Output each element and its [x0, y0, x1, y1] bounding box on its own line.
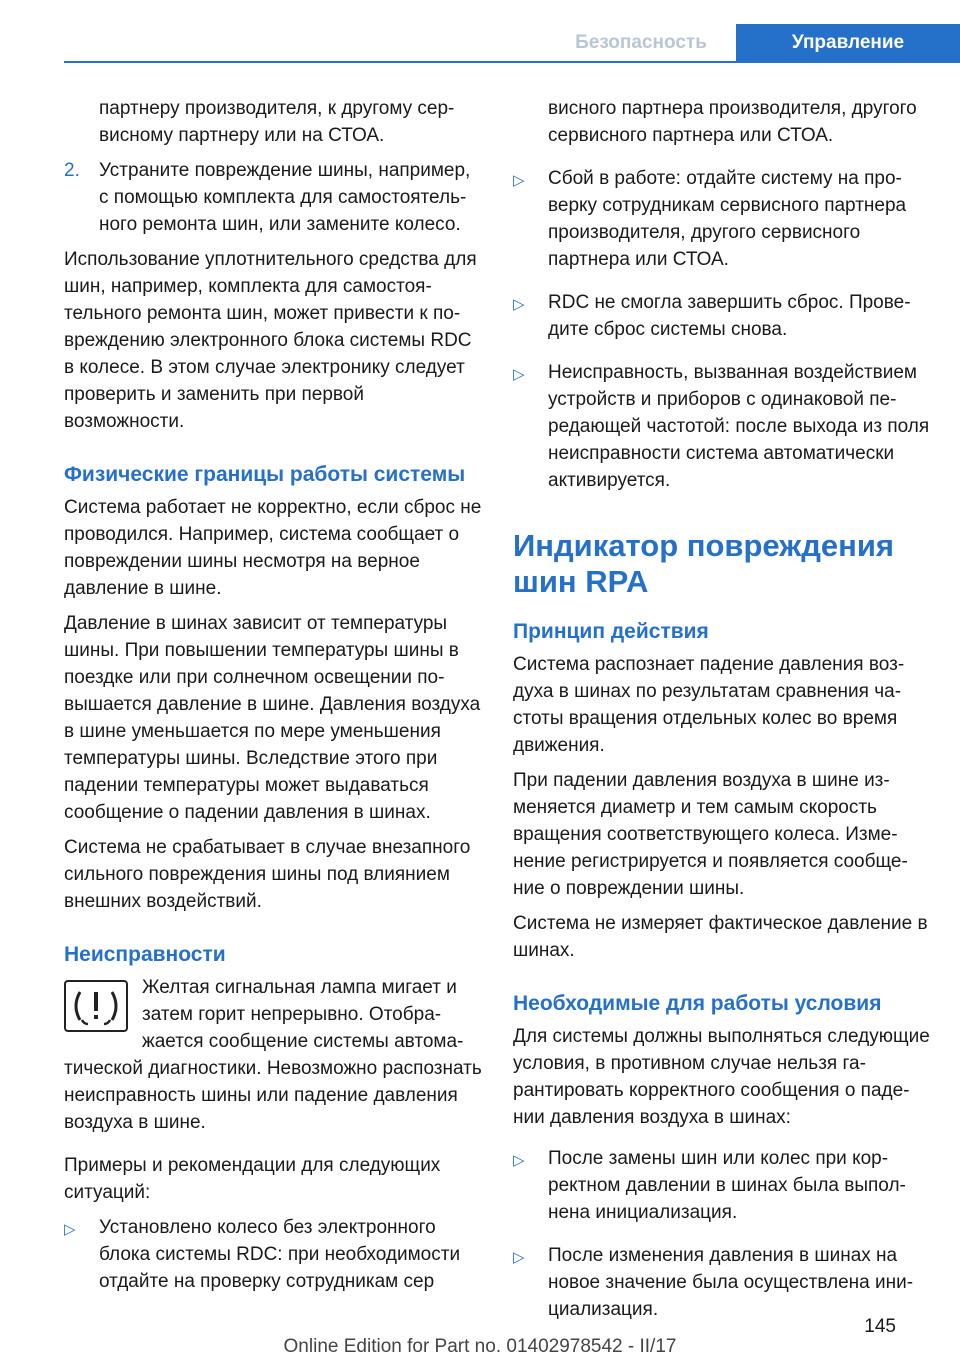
paragraph-sealant: Использование уплотнительного средства для шин, например, комплекта для самостоятельного ремонта шин, может привести к повреждению электронного блока системы RDC в колесе. В этом случае электронику следует проверить и заменить при первой возможности.	[64, 249, 477, 432]
step-number: 2.	[64, 160, 80, 181]
paragraph-limits-3: Система не срабатывает в случае внезапного сильного повреждения шины под влиянием внешних воздействий.	[64, 837, 471, 912]
header-rule	[64, 61, 960, 63]
section-tab-safety[interactable]: Безопасность	[575, 32, 707, 53]
paragraph-conditions: Для системы должны выполняться следующие условия, в противном случае нельзя гарантировать корректного сообщения о падении давления воздуха в шинах:	[513, 1026, 930, 1128]
paragraph-examples: Примеры и рекомендации для следующих ситуаций:	[64, 1155, 441, 1203]
bullet-item	[513, 165, 933, 273]
bullet-item	[513, 289, 933, 343]
footer-edition: Online Edition for Part no. 01402978542 - II/17	[283, 1336, 677, 1357]
page-header	[0, 0, 960, 62]
bullet-text: Сбой в работе: отдайте систему на проверку сотрудникам сервисного партнера производителя, другого сервисного партнера или СТОА.	[548, 168, 907, 270]
step-item-2	[64, 157, 482, 238]
bullet-text: После изменения давления в шинах на новое значение была осуществлена инициализация.	[548, 1245, 914, 1320]
bullet-text: RDC не смогла завершить сброс. Проведите сброс системы снова.	[548, 292, 911, 340]
left-column	[64, 95, 482, 1311]
bullet-text: Неисправность, вызванная воздействием устройств и приборов с одинаковой передающей частотой: после выхода из поля неисправности система автоматически активируется.	[548, 362, 930, 491]
bullet-item	[513, 1145, 933, 1226]
bullet-triangle-icon: ▷	[513, 1249, 525, 1266]
bullet-text: После замены шин или колес при корректном давлении в шинах была выполнена инициализация.	[548, 1148, 906, 1223]
bullet-continuation: висного партнера производителя, другого сервисного партнера или СТОА.	[548, 98, 917, 146]
bullet-triangle-icon: ▷	[513, 1152, 525, 1169]
bullet-item	[513, 359, 933, 494]
right-column	[513, 95, 933, 1339]
paragraph-principle-1: Система распознает падение давления воздуха в шинах по результатам сравнения частоты вращения отдельных колес во время движения.	[513, 654, 905, 756]
paragraph-principle-3: Система не измеряет фактическое давление в шинах.	[513, 913, 928, 961]
page-number: 145	[864, 1316, 896, 1337]
section-tab-control[interactable]: Управление	[736, 24, 960, 62]
tire-pressure-warning-icon	[64, 980, 128, 1032]
bullet-triangle-icon: ▷	[513, 172, 525, 189]
bullet-text: Установлено колесо без электронного блока системы RDC: при необходимости отдайте на проверку сотрудникам сер	[99, 1217, 461, 1292]
step-text: Устраните повреждение шины, например, с помощью комплекта для самостоятельного ремонта шин, или замените колесо.	[99, 160, 471, 235]
bullet-item	[513, 1242, 933, 1323]
bullet-triangle-icon: ▷	[64, 1221, 76, 1238]
paragraph-limits-1: Система работает не корректно, если сброс не проводился. Например, система сообщает о повреждении шины несмотря на верное давление в шине.	[64, 497, 482, 599]
faults-block	[64, 974, 482, 1136]
step1-continuation: партнеру производителя, к другому сервисному партнеру или на СТОА.	[99, 98, 455, 146]
bullet-triangle-icon: ▷	[513, 366, 525, 383]
heading-physical-limits: Физические границы работы системы	[64, 463, 466, 486]
bullet-item	[64, 1214, 482, 1295]
paragraph-principle-2: При падении давления воздуха в шине изменяется диаметр и тем самым скорость вращения соответствующего колеса. Изменение регистрируется и появляется сообщение о повреждении шины.	[513, 770, 908, 899]
heading-faults: Неисправности	[64, 943, 226, 966]
heading-conditions: Необходимые для работы условия	[513, 992, 882, 1015]
heading-principle: Принцип действия	[513, 620, 709, 643]
heading-rpa: Индикатор повреждения шин RPA	[513, 528, 895, 599]
bullet-triangle-icon: ▷	[513, 296, 525, 313]
paragraph-faults: Желтая сигнальная лампа мигает и затем горит непрерывно. Отображается сообщение системы автоматической диагностики. Невозможно распознать неисправность шины или падение давления воздуха в шине.	[64, 977, 482, 1133]
paragraph-limits-2: Давление в шинах зависит от температуры шины. При повышении температуры шины в поездке или при солнечном освещении повышается давление в шине. Давления воздуха в шине уменьшается по мере уменьшения температуры шины. Вследствие этого при падении температуры может выдаваться сообщение о падении давления в шинах.	[64, 613, 481, 823]
